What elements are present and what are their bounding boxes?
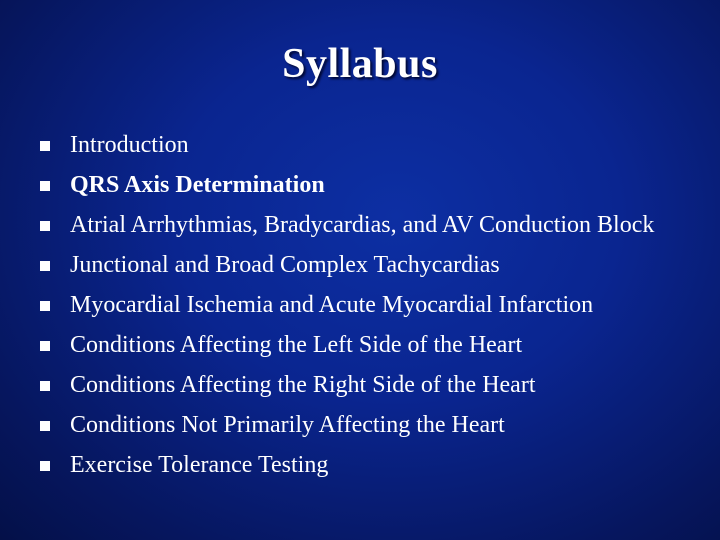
list-item-text: Introduction — [70, 132, 189, 158]
square-bullet-icon — [40, 301, 50, 311]
list-item-text: Exercise Tolerance Testing — [70, 452, 329, 478]
syllabus-list — [36, 129, 696, 489]
slide-title: Syllabus — [282, 41, 438, 87]
list-item — [36, 129, 696, 162]
list-item — [36, 209, 696, 242]
square-bullet-icon — [40, 221, 50, 231]
list-item-text: Conditions Affecting the Right Side of the Heart — [70, 372, 536, 398]
list-item — [36, 249, 696, 282]
list-item — [36, 169, 696, 202]
square-bullet-icon — [40, 341, 50, 351]
list-item-text: Myocardial Ischemia and Acute Myocardial Infarction — [70, 292, 594, 318]
square-bullet-icon — [40, 381, 50, 391]
list-item-text: Atrial Arrhythmias, Bradycardias, and AV Conduction Block — [70, 212, 655, 238]
square-bullet-icon — [40, 421, 50, 431]
list-item — [36, 289, 696, 322]
list-item-text: Conditions Not Primarily Affecting the Heart — [70, 412, 505, 438]
square-bullet-icon — [40, 181, 50, 191]
list-item-text: Conditions Affecting the Left Side of the Heart — [70, 332, 523, 358]
square-bullet-icon — [40, 461, 50, 471]
list-item — [36, 329, 696, 362]
square-bullet-icon — [40, 261, 50, 271]
list-item-text: QRS Axis Determination — [70, 172, 325, 198]
list-item — [36, 409, 696, 442]
list-item-text: Junctional and Broad Complex Tachycardias — [70, 252, 500, 278]
square-bullet-icon — [40, 141, 50, 151]
list-item — [36, 369, 696, 402]
list-item — [36, 449, 696, 482]
